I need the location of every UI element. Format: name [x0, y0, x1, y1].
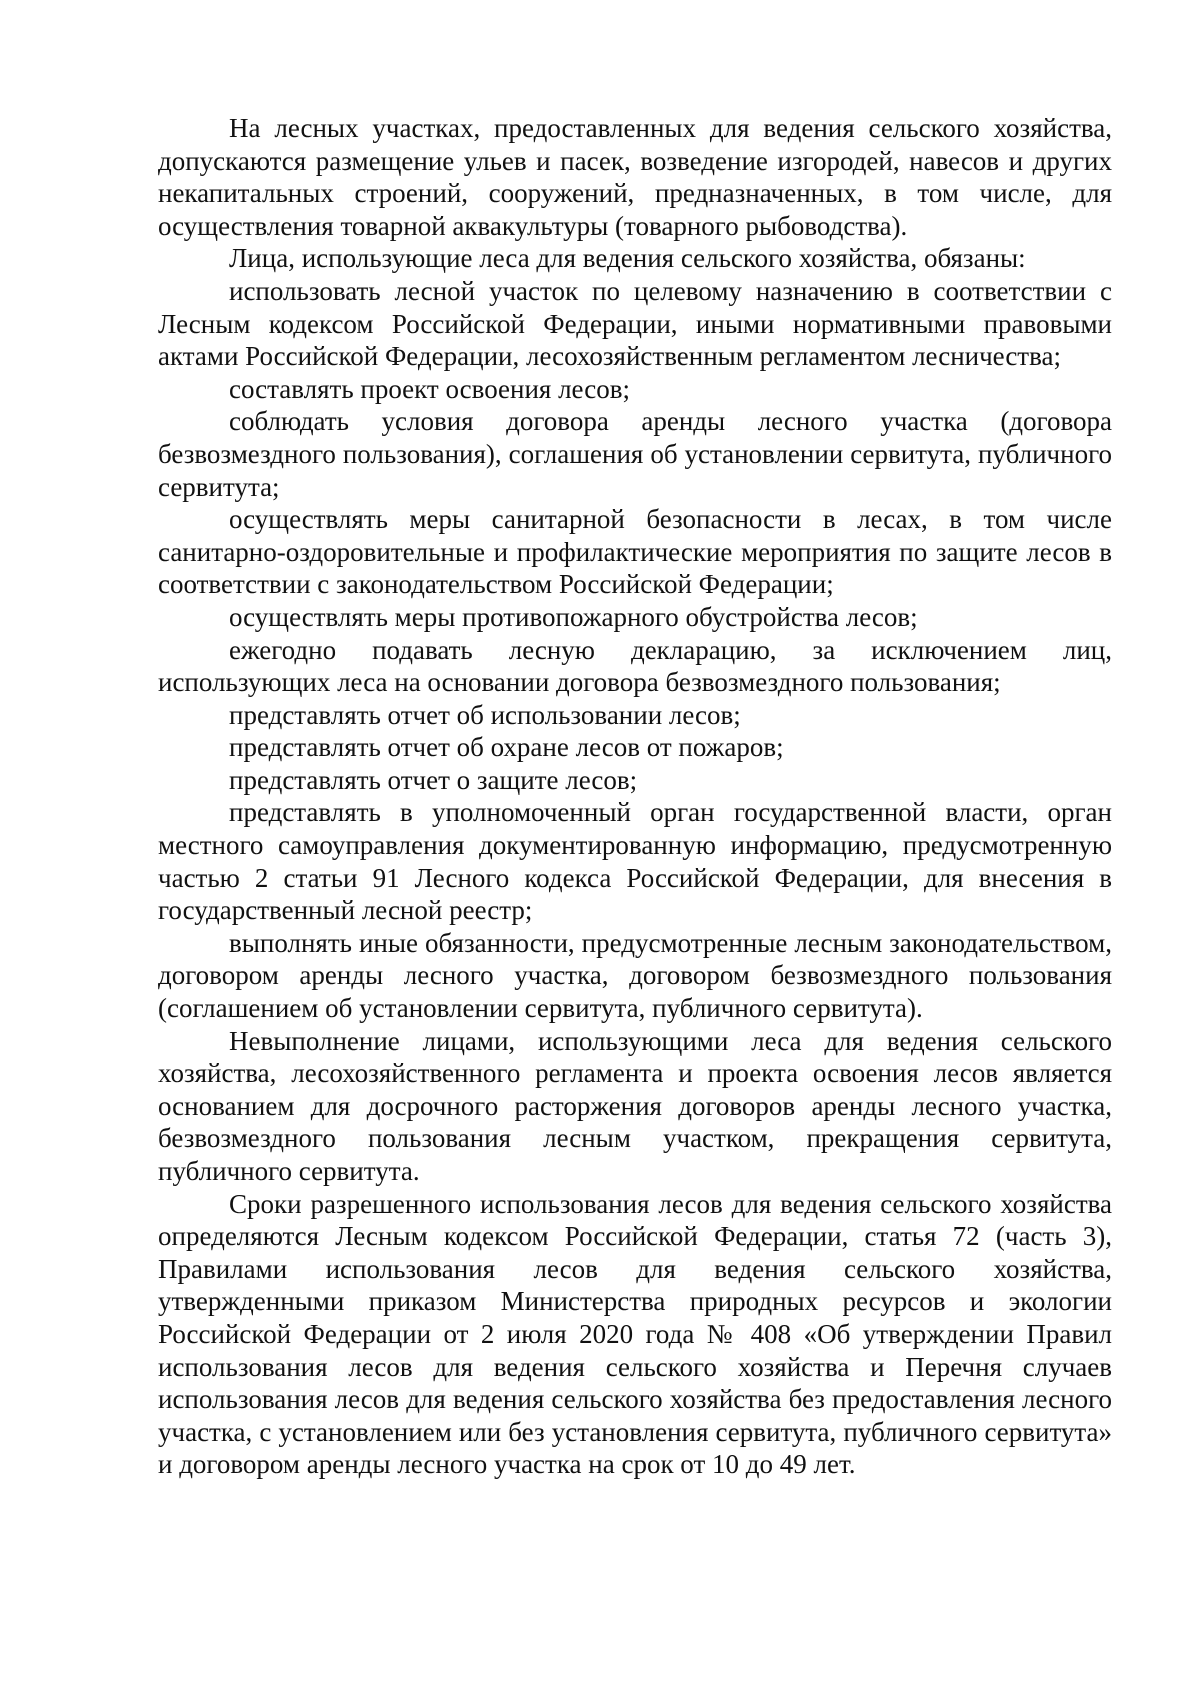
paragraph-other-duties: выполнять иные обязанности, предусмотренные лесным законодательством, договором аренды лесного участка, договором безвозмездного пользования (соглашением об установлении сервитута, публичного сервитута). — [158, 927, 1112, 1024]
paragraph-use-by-purpose: использовать лесной участок по целевому назначению в соответствии с Лесным кодексом Российской Федерации, иными нормативными правовыми актами Российской Федерации, лесохозяйственным регламентом лесничества; — [158, 275, 1112, 372]
paragraph-lease-terms: соблюдать условия договора аренды лесного участка (договора безвозмездного пользования), соглашения об установлении сервитута, публичного сервитута; — [158, 406, 1112, 502]
paragraph-fire-protection-report: представлять отчет об охране лесов от пожаров; — [229, 732, 784, 763]
paragraph-fire-prevention: осуществлять меры противопожарного обустройства лесов; — [229, 601, 918, 632]
paragraph-obligations-intro: Лица, использующие леса для ведения сельского хозяйства, обязаны: — [229, 243, 1026, 274]
paragraph-development-project: составлять проект освоения лесов; — [229, 373, 630, 404]
paragraph-sanitary-safety: осуществлять меры санитарной безопасности в лесах, в том числе санитарно-оздоровительные и профилактические мероприятия по защите лесов в соответствии с законодательством Российской Федерации; — [158, 504, 1112, 600]
paragraph-beekeeping-allowed: На лесных участках, предоставленных для ведения сельского хозяйства, допускаются размещение ульев и пасек, возведение изгородей, навесов и других некапитальных строений, сооружений, предназначенных, в том числе, для осуществления товарной аквакультуры (товарного рыбоводства). — [158, 113, 1112, 241]
paragraph-non-compliance: Невыполнение лицами, использующими леса для ведения сельского хозяйства, лесохозяйственного регламента и проекта освоения лесов является основанием для досрочного расторжения договоров аренды лесного участка, безвозмездного пользования лесным участком, прекращения сервитута, публичного сервитута. — [158, 1025, 1112, 1186]
paragraph-usage-terms: Сроки разрешенного использования лесов для ведения сельского хозяйства определяются Лесным кодексом Российской Федерации, статья 72 (часть 3), Правилами использования лесов для ведения сельского хозяйства, утвержденными приказом Министерства природных ресурсов и экологии Российской Федерации от 2 июля 2020 года № 408 «Об утверждении Правил использования лесов для ведения сельского хозяйства и Перечня случаев использования лесов для ведения сельского хозяйства без предоставления лесного участка, с установлением или без установления сервитута, публичного сервитута» и договором аренды лесного участка на срок от 10 до 49 лет. — [158, 1188, 1112, 1480]
document-body — [158, 112, 1112, 1481]
paragraph-forest-declaration: ежегодно подавать лесную декларацию, за исключением лиц, использующих леса на основании договора безвозмездного пользования; — [158, 634, 1112, 698]
paragraph-registry-information: представлять в уполномоченный орган государственной власти, орган местного самоуправления документированную информацию, предусмотренную частью 2 статьи 91 Лесного кодекса Российской Федерации, для внесения в государственный лесной реестр; — [158, 797, 1112, 926]
paragraph-forest-protection-report: представлять отчет о защите лесов; — [229, 764, 638, 795]
paragraph-usage-report: представлять отчет об использовании лесов; — [229, 699, 741, 730]
